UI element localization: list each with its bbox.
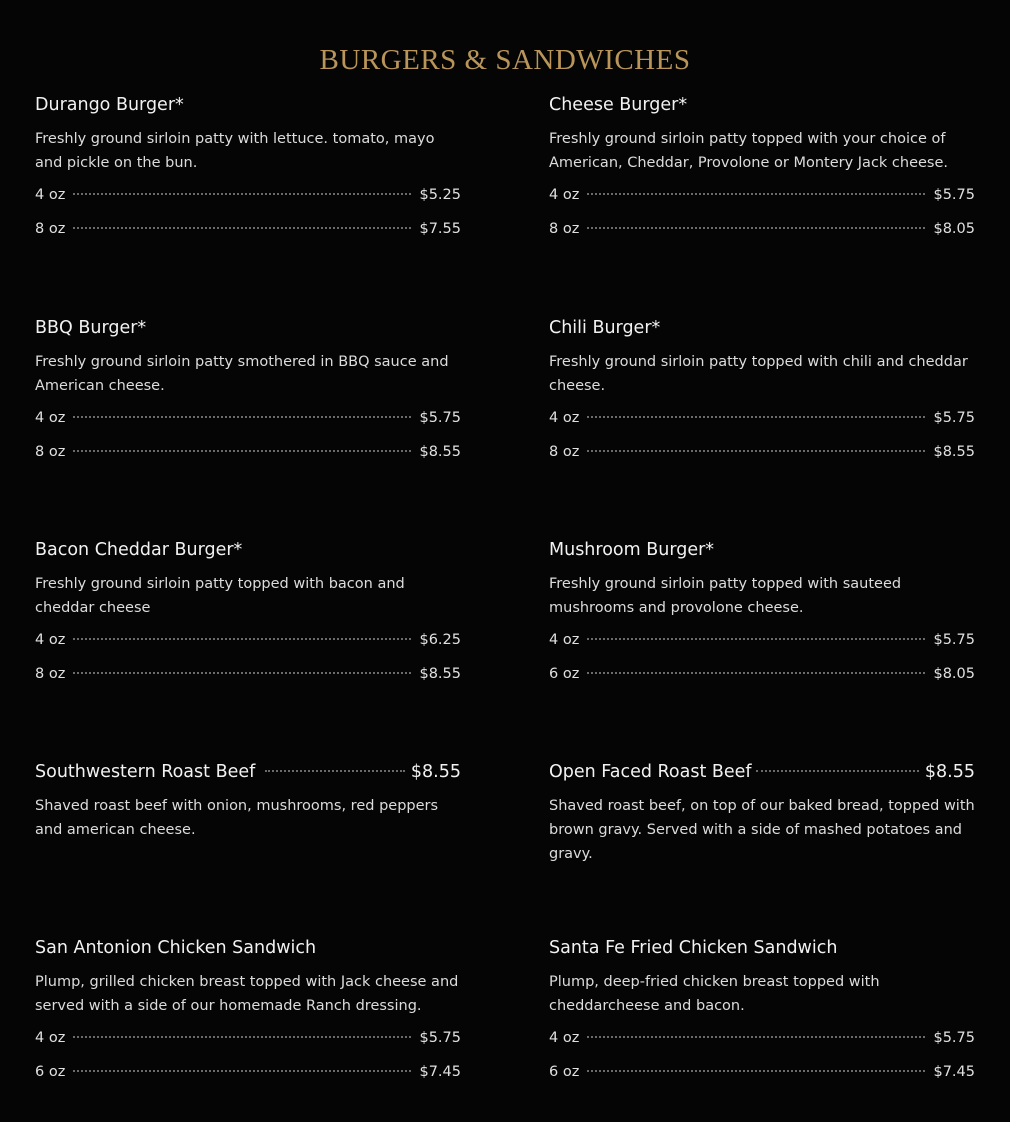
item-name: Cheese Burger* bbox=[549, 95, 688, 115]
price-value: $7.45 bbox=[419, 1064, 461, 1080]
dot-leader bbox=[587, 638, 925, 640]
price-value: $7.45 bbox=[933, 1064, 975, 1080]
dot-leader bbox=[587, 672, 925, 674]
price-value: $5.75 bbox=[933, 187, 975, 203]
price-value: $5.75 bbox=[419, 410, 461, 426]
menu-item-open-faced-roast-beef bbox=[549, 760, 975, 866]
dot-leader bbox=[73, 450, 411, 452]
item-name: Santa Fe Fried Chicken Sandwich bbox=[549, 938, 838, 958]
item-name: Durango Burger* bbox=[35, 95, 184, 115]
item-description: Freshly ground sirloin patty topped with bacon and cheddar cheese bbox=[35, 576, 405, 616]
price-value: $7.55 bbox=[419, 221, 461, 237]
size-label: 8 oz bbox=[549, 221, 580, 237]
size-label: 6 oz bbox=[549, 1064, 580, 1080]
price-row bbox=[549, 632, 975, 666]
price-value: $5.75 bbox=[933, 632, 975, 648]
dot-leader bbox=[73, 1070, 411, 1072]
dot-leader bbox=[73, 227, 411, 229]
dot-leader bbox=[73, 1036, 411, 1038]
dot-leader bbox=[265, 770, 405, 772]
item-description: Freshly ground sirloin patty smothered in BBQ sauce and American cheese. bbox=[35, 354, 449, 394]
dot-leader bbox=[587, 416, 925, 418]
price-row bbox=[35, 1064, 461, 1098]
dot-leader bbox=[587, 1070, 925, 1072]
menu-item-san-antonion-chicken-sandwich bbox=[35, 936, 461, 1098]
item-name: Open Faced Roast Beef bbox=[549, 762, 752, 782]
price-row bbox=[35, 221, 461, 255]
price-value: $5.75 bbox=[933, 410, 975, 426]
price-value: $5.75 bbox=[419, 1030, 461, 1046]
price-row bbox=[35, 187, 461, 221]
price-row bbox=[35, 1030, 461, 1064]
dot-leader bbox=[756, 770, 919, 772]
item-name: Chili Burger* bbox=[549, 318, 661, 338]
size-label: 8 oz bbox=[35, 444, 66, 460]
item-description: Freshly ground sirloin patty topped with your choice of American, Cheddar, Provolone or Montery Jack cheese. bbox=[549, 131, 949, 171]
menu-item-cheese-burger bbox=[549, 93, 975, 255]
dot-leader bbox=[73, 416, 411, 418]
menu-title: BURGERS & SANDWICHES bbox=[319, 44, 691, 76]
dot-leader bbox=[73, 193, 411, 195]
item-name: BBQ Burger* bbox=[35, 318, 147, 338]
size-label: 8 oz bbox=[35, 221, 66, 237]
price-list bbox=[35, 1030, 461, 1098]
price-row bbox=[549, 444, 975, 478]
menu-item-southwestern-roast-beef bbox=[35, 760, 461, 842]
price-value: $8.55 bbox=[933, 444, 975, 460]
size-label: 4 oz bbox=[35, 410, 66, 426]
menu-item-bacon-cheddar-burger bbox=[35, 538, 461, 700]
dot-leader bbox=[73, 672, 411, 674]
price-value: $6.25 bbox=[419, 632, 461, 648]
price-list bbox=[35, 187, 461, 255]
menu-item-chili-burger bbox=[549, 316, 975, 478]
size-label: 4 oz bbox=[35, 187, 66, 203]
dot-leader bbox=[587, 227, 925, 229]
menu-item-durango-burger bbox=[35, 93, 461, 255]
size-label: 4 oz bbox=[549, 410, 580, 426]
price-value: $8.55 bbox=[419, 444, 461, 460]
item-name: Mushroom Burger* bbox=[549, 540, 715, 560]
price-value: $8.05 bbox=[933, 666, 975, 682]
price-list bbox=[35, 632, 461, 700]
price-row bbox=[549, 1030, 975, 1064]
menu-item-mushroom-burger bbox=[549, 538, 975, 700]
price-list bbox=[549, 632, 975, 700]
price-row bbox=[35, 666, 461, 700]
item-description: Plump, deep-fried chicken breast topped with cheddarcheese and bacon. bbox=[549, 974, 880, 1014]
item-header bbox=[35, 760, 461, 784]
item-name: Southwestern Roast Beef bbox=[35, 762, 256, 782]
item-header bbox=[549, 760, 975, 784]
size-label: 4 oz bbox=[35, 1030, 66, 1046]
price-row bbox=[549, 187, 975, 221]
price-value: $5.25 bbox=[419, 187, 461, 203]
dot-leader bbox=[73, 638, 411, 640]
price-row bbox=[35, 632, 461, 666]
price-list bbox=[549, 410, 975, 478]
item-description: Freshly ground sirloin patty with lettuce. tomato, mayo and pickle on the bun. bbox=[35, 131, 435, 171]
size-label: 4 oz bbox=[35, 632, 66, 648]
size-label: 8 oz bbox=[549, 444, 580, 460]
price-row bbox=[35, 444, 461, 478]
item-price: $8.55 bbox=[410, 762, 461, 782]
item-description: Shaved roast beef with onion, mushrooms, red peppers and american cheese. bbox=[35, 798, 439, 838]
price-row bbox=[549, 666, 975, 700]
menu-item-bbq-burger bbox=[35, 316, 461, 478]
price-row bbox=[549, 410, 975, 444]
dot-leader bbox=[587, 1036, 925, 1038]
size-label: 4 oz bbox=[549, 632, 580, 648]
item-description: Freshly ground sirloin patty topped with sauteed mushrooms and provolone cheese. bbox=[549, 576, 902, 616]
size-label: 4 oz bbox=[549, 1030, 580, 1046]
menu-item-santa-fe-fried-chicken-sandwich bbox=[549, 936, 975, 1098]
size-label: 8 oz bbox=[35, 666, 66, 682]
price-row bbox=[549, 1064, 975, 1098]
item-name: San Antonion Chicken Sandwich bbox=[35, 938, 317, 958]
item-name: Bacon Cheddar Burger* bbox=[35, 540, 243, 560]
dot-leader bbox=[587, 450, 925, 452]
price-row bbox=[549, 221, 975, 255]
dot-leader bbox=[587, 193, 925, 195]
price-value: $8.05 bbox=[933, 221, 975, 237]
item-description: Plump, grilled chicken breast topped with Jack cheese and served with a side of our homemade Ranch dressing. bbox=[35, 974, 459, 1014]
price-list bbox=[549, 1030, 975, 1098]
price-list bbox=[35, 410, 461, 478]
price-list bbox=[549, 187, 975, 255]
item-description: Freshly ground sirloin patty topped with chili and cheddar cheese. bbox=[549, 354, 968, 394]
price-row bbox=[35, 410, 461, 444]
item-description: Shaved roast beef, on top of our baked bread, topped with brown gravy. Served with a side of mashed potatoes and gravy. bbox=[549, 798, 975, 862]
item-price: $8.55 bbox=[924, 762, 975, 782]
price-value: $8.55 bbox=[419, 666, 461, 682]
price-value: $5.75 bbox=[933, 1030, 975, 1046]
size-label: 4 oz bbox=[549, 187, 580, 203]
size-label: 6 oz bbox=[549, 666, 580, 682]
size-label: 6 oz bbox=[35, 1064, 66, 1080]
